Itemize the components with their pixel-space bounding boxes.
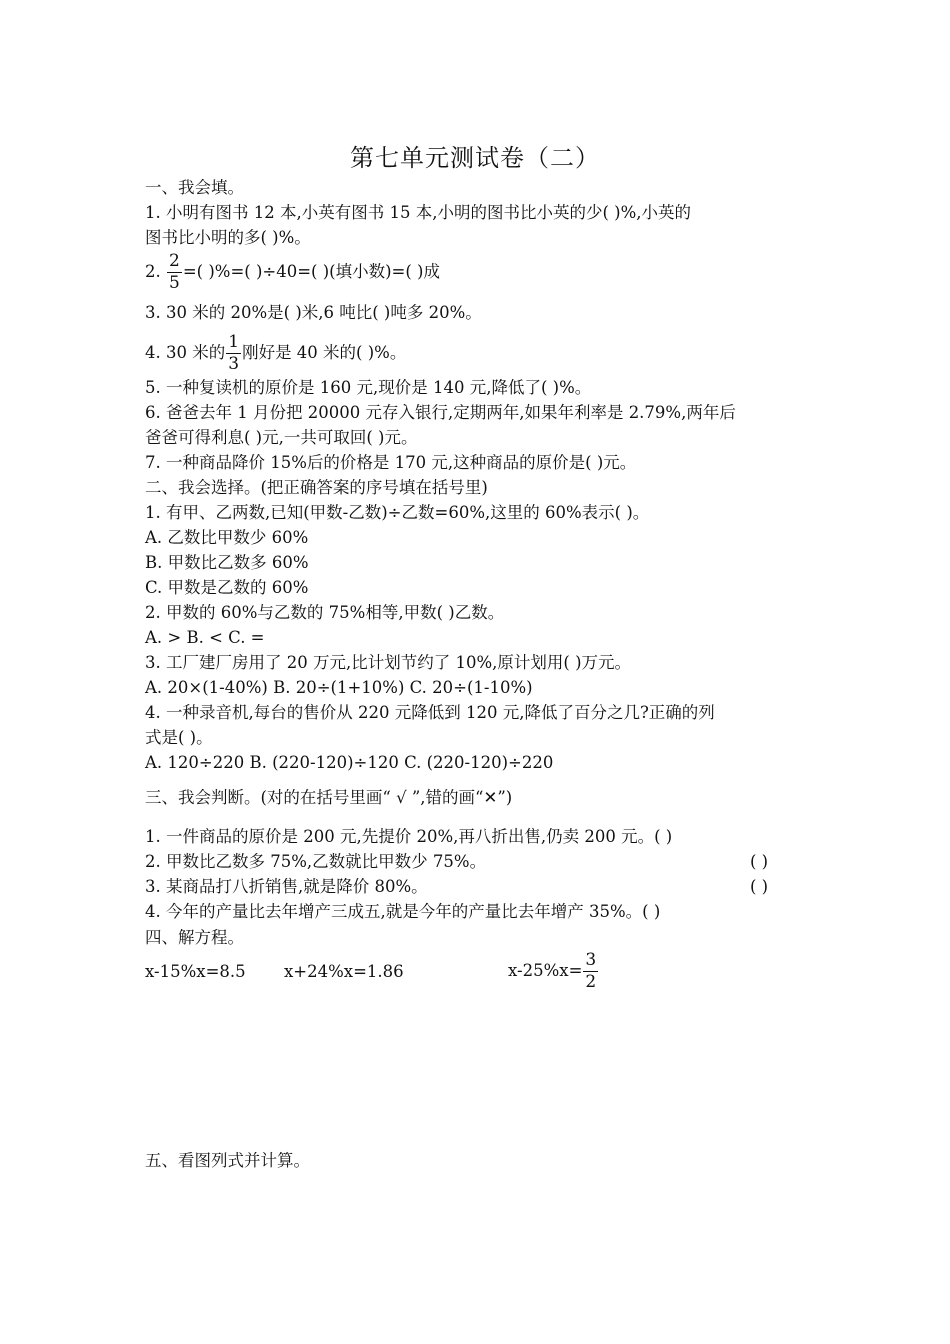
fraction-two-fifths (167, 253, 182, 292)
s2-q1-option-b: B. 甲数比乙数多 60% (145, 553, 309, 572)
s1-question-4 (145, 334, 406, 373)
q4-text-post: 刚好是 40 米的( )%。 (242, 343, 407, 362)
s2-q1-option-c: C. 甲数是乙数的 60% (145, 578, 309, 597)
s2-question-1: 1. 有甲、乙两数,已知(甲数-乙数)÷乙数=60%,这里的 60%表示( )。 (145, 503, 650, 522)
s1-question-6-line-1: 6. 爸爸去年 1 月份把 20000 元存入银行,定期两年,如果年利率是 2.79%,两年后 (145, 403, 736, 422)
s1-question-1-line-1: 1. 小明有图书 12 本,小英有图书 15 本,小明的图书比小英的少( )%,小英的 (145, 203, 691, 222)
s2-q2-options: A. > B. < C. = (145, 628, 265, 647)
section-3-heading: 三、我会判断。(对的在括号里画“ √ ”,错的画“✕”) (145, 788, 513, 807)
s1-question-6-line-2: 爸爸可得利息( )元,一共可取回( )元。 (145, 428, 418, 447)
s1-question-1-line-2: 图书比小明的多( )%。 (145, 228, 311, 247)
fraction-denominator: 2 (585, 972, 597, 992)
equation-1: x-15%x=8.5 (145, 962, 246, 981)
s2-q4-options: A. 120÷220 B. (220-120)÷120 C. (220-120)÷220 (145, 753, 554, 772)
section-2-heading: 二、我会选择。(把正确答案的序号填在括号里) (145, 478, 488, 497)
equation-2: x+24%x=1.86 (284, 962, 404, 981)
s3-question-4: 4. 今年的产量比去年增产三成五,就是今年的产量比去年增产 35%。( ) (145, 902, 661, 921)
q2-text: =( )%=( )÷40=( )(填小数)=( )成 (182, 262, 440, 281)
s3-question-3: 3. 某商品打八折销售,就是降价 80%。 (145, 877, 428, 896)
fraction-one-third (226, 334, 241, 373)
equation-3-text: x-25%x= (508, 961, 583, 980)
s2-question-3: 3. 工厂建厂房用了 20 万元,比计划节约了 10%,原计划用( )万元。 (145, 653, 632, 672)
section-1-heading: 一、我会填。 (145, 178, 244, 197)
fraction-numerator: 3 (585, 950, 597, 970)
s1-question-5: 5. 一种复读机的原价是 160 元,现价是 140 元,降低了( )%。 (145, 378, 592, 397)
fraction-numerator: 2 (169, 251, 180, 271)
s1-question-3: 3. 30 米的 20%是( )米,6 吨比( )吨多 20%。 (145, 303, 482, 322)
s2-question-2: 2. 甲数的 60%与乙数的 75%相等,甲数( )乙数。 (145, 603, 505, 622)
s1-question-2 (145, 253, 440, 292)
equation-3 (508, 950, 599, 992)
s2-q1-option-a: A. 乙数比甲数少 60% (145, 528, 309, 547)
page-title: 第七单元测试卷（二） (350, 144, 600, 172)
s2-question-4-line-1: 4. 一种录音机,每台的售价从 220 元降低到 120 元,降低了百分之几?正确的列 (145, 703, 715, 722)
section-5-heading: 五、看图列式并计算。 (145, 1151, 310, 1170)
fraction-numerator: 1 (228, 332, 240, 352)
s3-q2-answer-paren: ( ) (750, 852, 769, 871)
s1-question-7: 7. 一种商品降价 15%后的价格是 170 元,这种商品的原价是( )元。 (145, 453, 637, 472)
fraction-denominator: 3 (228, 354, 240, 374)
s3-question-2: 2. 甲数比乙数多 75%,乙数就比甲数少 75%。 (145, 852, 487, 871)
s3-question-1: 1. 一件商品的原价是 200 元,先提价 20%,再八折出售,仍卖 200 元。( ) (145, 827, 673, 846)
fraction-denominator: 5 (169, 273, 180, 293)
s2-question-4-line-2: 式是( )。 (145, 728, 213, 747)
fraction-three-halves (583, 952, 598, 991)
section-4-heading: 四、解方程。 (145, 928, 244, 947)
q4-text-pre: 4. 30 米的 (145, 343, 226, 362)
s3-q3-answer-paren: ( ) (750, 877, 769, 896)
q2-number: 2. (145, 262, 166, 281)
s2-q3-options: A. 20×(1-40%) B. 20÷(1+10%) C. 20÷(1-10%) (145, 678, 533, 697)
